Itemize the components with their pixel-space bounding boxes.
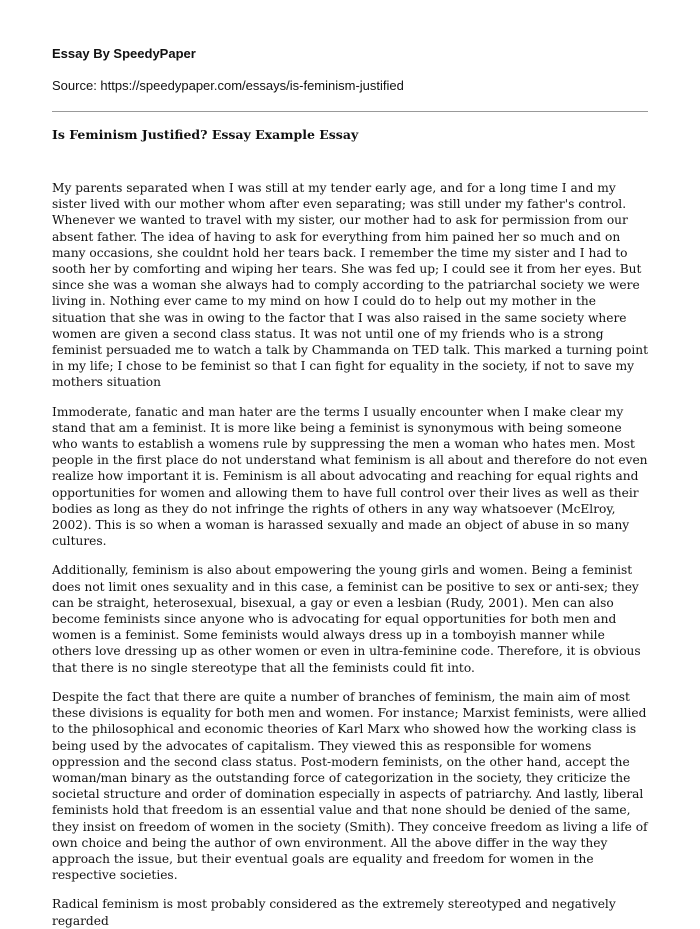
essay-paragraph: Immoderate, fanatic and man hater are the terms I usually encounter when I make clear my stand that am a feminist. It is more like being a feminist is synonymous with being someone who wants to establish a womens rule by suppressing the men a woman who hates men. Most people in the first place do not understand what feminism is all about and therefore do not even realize how important it is. Feminism is all about advocating and reaching for equal rights and opportunities for women and allowing them to have full control over their lives as well as their bodies as long as they do not infringe the rights of others in any way whatsoever (McElroy, 2002). This is so when a woman is harassed sexually and made an object of abuse in so many cultures. [52, 404, 648, 549]
essay-body [52, 180, 648, 929]
header-divider [52, 111, 648, 112]
essay-paragraph: Radical feminism is most probably considered as the extremely stereotyped and negatively regarded [52, 897, 616, 928]
header-title: Essay By SpeedyPaper [52, 46, 196, 61]
essay-paragraph: Additionally, feminism is also about empowering the young girls and women. Being a feminist does not limit ones sexuality and in this case, a feminist can be positive to sex or anti-sex; they can be straight, heterosexual, bisexual, a gay or even a lesbian (Rudy, 2001). Men can also become feminists since anyone who is advocating for equal opportunities for both men and women is a feminist. Some feminists would always dress up in a tomboyish manner while others love dressing up as other women or even in ultra-feminine code. Therefore, it is obvious that there is no single stereotype that all the feminists could fit into. [52, 563, 641, 675]
source-line: Source: https://speedypaper.com/essays/is-feminism-justified [52, 78, 404, 93]
essay-paragraph: Despite the fact that there are quite a number of branches of feminism, the main aim of most these divisions is equality for both men and women. For instance; Marxist feminists, were allied to the philosophical and economic theories of Karl Marx who showed how the working class is being used by the advocates of capitalism. They viewed this as responsible for womens oppression and the second class status. Post-modern feminists, on the other hand, accept the woman/man binary as the outstanding force of categorization in the society, they criticize the societal structure and order of domination especially in aspects of patriarchy. And lastly, liberal feminists hold that freedom is an essential value and that none should be denied of the same, they insist on freedom of women in the society (Smith). They conceive freedom as living a life of own choice and being the author of own environment. All the above differ in the way they approach the issue, but their eventual goals are equality and freedom for women in the respective societies. [52, 689, 648, 883]
essay-title: Is Feminism Justified? Essay Example Essay [52, 127, 359, 142]
essay-paragraph: My parents separated when I was still at my tender early age, and for a long time I and my sister lived with our mother whom after even separating; was still under my father's control. Whenever we wanted to travel with my sister, our mother had to ask for permission from our absent father. The idea of having to ask for everything from him pained her so much and on many occasions, she couldnt hold her tears back. I remember the time my sister and I had to sooth her by comforting and wiping her tears. She was fed up; I could see it from her eyes. But since she was a woman she always had to comply according to the patriarchal society we were living in. Nothing ever came to my mind on how I could do to help out my mother in the situation that she was in owing to the factor that I was also raised in the same society where women are given a second class status. It was not until one of my friends who is a strong feminist persuaded me to watch a talk by Chammanda on TED talk. This marked a turning point in my life; I chose to be feminist so that I can fight for equality in the society, if not to save my mothers situation [52, 181, 649, 390]
